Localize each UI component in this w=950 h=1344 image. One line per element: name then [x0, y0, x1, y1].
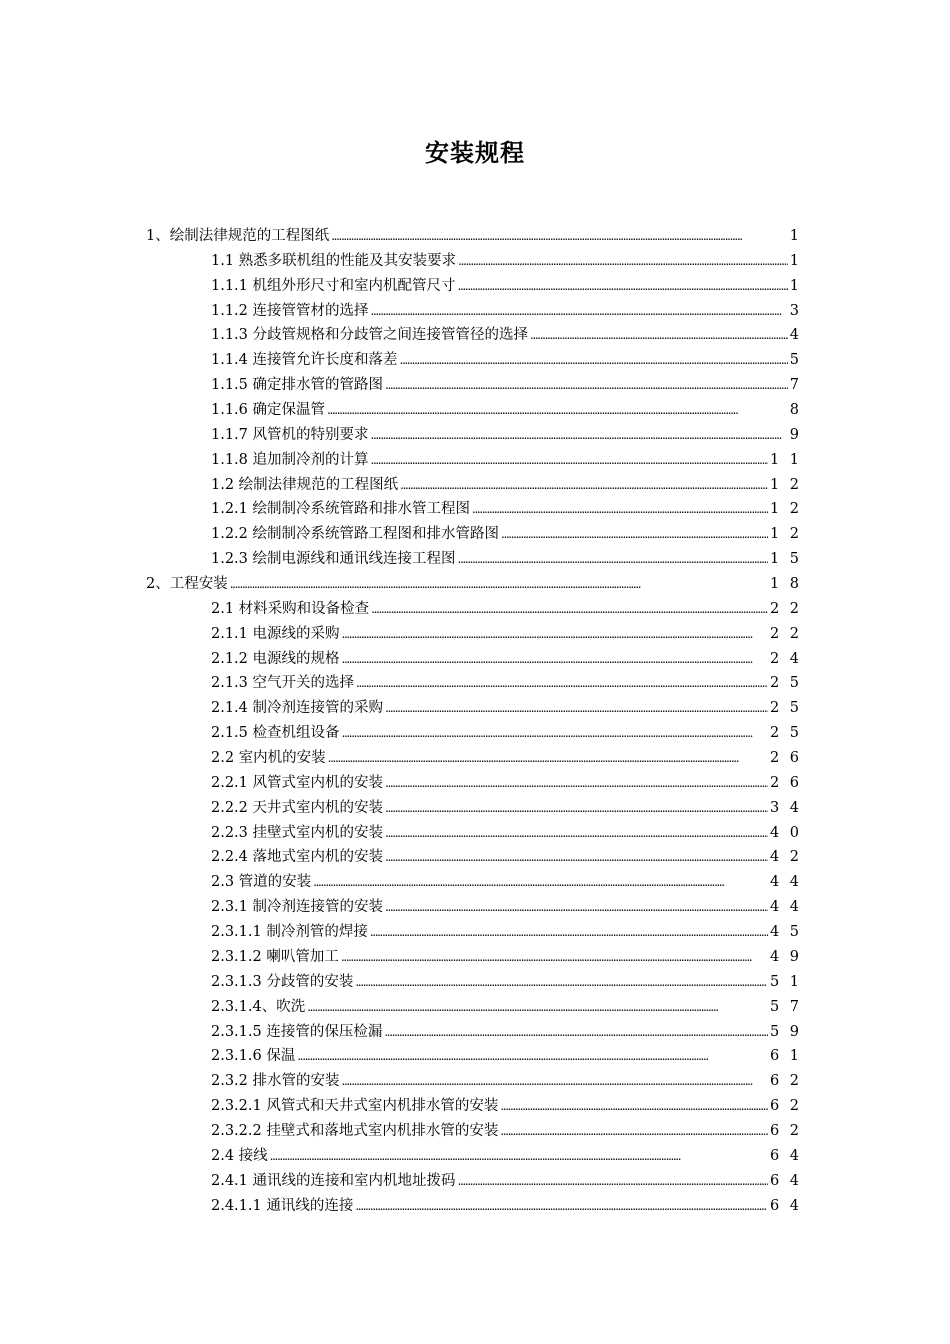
- toc-entry-title: 2.2.4 落地式室内机的安装: [211, 849, 384, 866]
- toc-dot-leader: [270, 1144, 768, 1169]
- toc-item[interactable]: [0, 1069, 950, 1094]
- toc-dot-leader: [331, 224, 788, 249]
- toc-page-number: 1 2: [769, 526, 802, 543]
- toc-dot-leader: [342, 1069, 768, 1094]
- toc-entry[interactable]: [211, 845, 802, 870]
- toc-entry-title: 2.3.1.1 制冷剂管的焊接: [211, 924, 368, 941]
- toc-item[interactable]: [0, 647, 950, 672]
- toc-page-number: 4: [789, 327, 802, 344]
- toc-item[interactable]: [0, 522, 950, 547]
- toc-dot-leader: [371, 597, 768, 622]
- toc-entry-title: 2.1.5 检查机组设备: [211, 725, 340, 742]
- toc-item[interactable]: [0, 671, 950, 696]
- toc-entry-title: 1.2.1 绘制制冷系统管路和排水管工程图: [211, 501, 471, 518]
- toc-entry-title: 2.1.1 电源线的采购: [211, 625, 340, 642]
- toc-entry[interactable]: [211, 696, 802, 721]
- toc-entry[interactable]: [211, 721, 802, 746]
- toc-entry-title: 2.3.2.2 挂壁式和落地式室内机排水管的安装: [211, 1122, 499, 1139]
- toc-dot-leader: [530, 323, 788, 348]
- toc-dot-leader: [371, 448, 768, 473]
- toc-item[interactable]: [0, 796, 950, 821]
- toc-page-number: 1: [789, 252, 802, 269]
- toc-dot-leader: [385, 373, 788, 398]
- toc-entry-title: 1.1.2 连接管管材的选择: [211, 302, 369, 319]
- toc-entry-title: 2.3.1.2 喇叭管加工: [211, 948, 339, 965]
- toc-page-number: 6 2: [769, 1122, 802, 1139]
- toc-page-number: 4 4: [769, 899, 802, 916]
- toc-page-number: 7: [789, 377, 802, 394]
- toc-item[interactable]: [0, 1144, 950, 1169]
- toc-page-number: 5 7: [769, 998, 802, 1015]
- toc-entry[interactable]: [211, 945, 802, 970]
- toc-dot-leader: [370, 920, 768, 945]
- toc-entry-title: 1.1.8 追加制冷剂的计算: [211, 451, 369, 468]
- toc-item[interactable]: [0, 895, 950, 920]
- toc-entry[interactable]: [211, 1044, 802, 1069]
- toc-entry[interactable]: [211, 473, 802, 498]
- toc-entry[interactable]: [211, 323, 802, 348]
- toc-dot-leader: [230, 572, 768, 597]
- toc-dot-leader: [341, 945, 768, 970]
- toc-entry[interactable]: [211, 821, 802, 846]
- toc-entry-title: 1.1.4 连接管允许长度和落差: [211, 352, 398, 369]
- toc-item[interactable]: [0, 870, 950, 895]
- toc-entry-title: 2.3.2 排水管的安装: [211, 1073, 340, 1090]
- toc-item[interactable]: [0, 1119, 950, 1144]
- toc-entry-title: 2.1.4 制冷剂连接管的采购: [211, 700, 384, 717]
- toc-entry-title: 1.1.5 确定排水管的管路图: [211, 377, 384, 394]
- toc-entry-title: 1、绘制法律规范的工程图纸: [146, 228, 330, 244]
- toc-page-number: 1 8: [769, 576, 802, 593]
- toc-dot-leader: [400, 473, 768, 498]
- toc-item[interactable]: [0, 547, 950, 572]
- toc-entry-title: 2.2.2 天井式室内机的安装: [211, 799, 384, 816]
- toc-entry[interactable]: [211, 970, 802, 995]
- toc-item[interactable]: [0, 448, 950, 473]
- toc-entry[interactable]: [211, 895, 802, 920]
- toc-entry[interactable]: [211, 597, 802, 622]
- toc-item[interactable]: [0, 721, 950, 746]
- toc-entry-title: 1.1.7 风管机的特别要求: [211, 426, 369, 443]
- toc-dot-leader: [297, 1044, 768, 1069]
- toc-dot-leader: [307, 995, 768, 1020]
- toc-entry-title: 2.3.1 制冷剂连接管的安装: [211, 899, 384, 916]
- toc-entry-title: 2.4 接线: [211, 1147, 268, 1164]
- toc-page-number: 8: [789, 402, 802, 419]
- toc-entry-title: 1.1.1 机组外形尺寸和室内机配管尺寸: [211, 277, 456, 294]
- toc-dot-leader: [500, 1094, 768, 1119]
- toc-entry-title: 1.1 熟悉多联机组的性能及其安装要求: [211, 252, 457, 269]
- toc-entry[interactable]: [211, 1169, 802, 1194]
- toc-page-number: 1 2: [769, 501, 802, 518]
- toc-entry[interactable]: [211, 671, 802, 696]
- toc-entry-title: 2.2 室内机的安装: [211, 750, 326, 767]
- toc-item[interactable]: [0, 821, 950, 846]
- toc-item[interactable]: [0, 473, 950, 498]
- toc-entry[interactable]: [211, 1119, 802, 1144]
- toc-item[interactable]: [0, 970, 950, 995]
- toc-dot-leader: [313, 870, 768, 895]
- toc-item[interactable]: [0, 746, 950, 771]
- toc-item[interactable]: [0, 299, 950, 324]
- toc-dot-leader: [355, 970, 768, 995]
- toc-page-number: 6 4: [769, 1172, 802, 1189]
- toc-dot-leader: [342, 721, 768, 746]
- toc-entry[interactable]: [211, 1020, 802, 1045]
- toc-dot-leader: [400, 348, 788, 373]
- toc-item[interactable]: [0, 622, 950, 647]
- toc-entry[interactable]: [211, 1094, 802, 1119]
- toc-dot-leader: [385, 895, 768, 920]
- toc-item[interactable]: [0, 398, 950, 423]
- toc-dot-leader: [472, 497, 768, 522]
- toc-entry-title: 2.3.1.5 连接管的保压检漏: [211, 1023, 383, 1040]
- toc-item[interactable]: [0, 1194, 950, 1219]
- toc-entry[interactable]: [211, 771, 802, 796]
- toc-item[interactable]: [0, 373, 950, 398]
- toc-page-number: 6 2: [769, 1098, 802, 1115]
- toc-page-number: 5 9: [769, 1023, 802, 1040]
- toc-entry[interactable]: [146, 224, 802, 249]
- toc-entry[interactable]: [211, 522, 802, 547]
- toc-item[interactable]: [0, 497, 950, 522]
- toc-entry[interactable]: [211, 870, 802, 895]
- toc-entry[interactable]: [211, 920, 802, 945]
- toc-entry[interactable]: [211, 373, 802, 398]
- toc-page-number: 1 1: [769, 451, 802, 468]
- toc-entry-title: 2、工程安装: [146, 576, 228, 593]
- toc-item[interactable]: [0, 224, 950, 249]
- toc-page-number: 6 4: [769, 1147, 802, 1164]
- toc-entry-title: 2.3.2.1 风管式和天井式室内机排水管的安装: [211, 1098, 499, 1115]
- toc-page-number: 1: [789, 277, 802, 294]
- toc-entry[interactable]: [211, 249, 802, 274]
- toc-entry-title: 2.2.3 挂壁式室内机的安装: [211, 824, 384, 841]
- toc-dot-leader: [385, 771, 768, 796]
- toc-dot-leader: [385, 696, 768, 721]
- toc-dot-leader: [385, 796, 768, 821]
- toc-entry-title: 2.3 管道的安装: [211, 874, 312, 891]
- toc-page-number: 6 1: [769, 1048, 802, 1065]
- toc-entry[interactable]: [211, 622, 802, 647]
- toc-item[interactable]: [0, 572, 950, 597]
- toc-entry-title: 2.3.1.4、吹洗: [211, 998, 306, 1015]
- toc-entry[interactable]: [211, 497, 802, 522]
- page-title: 安装规程: [425, 138, 525, 167]
- toc-entry-title: 2.4.1.1 通讯线的连接: [211, 1197, 354, 1214]
- toc-page-number: 2 6: [769, 750, 802, 767]
- toc-entry[interactable]: [211, 448, 802, 473]
- toc-item[interactable]: [0, 423, 950, 448]
- toc-item[interactable]: [0, 920, 950, 945]
- toc-dot-leader: [384, 1020, 768, 1045]
- toc-item[interactable]: [0, 696, 950, 721]
- toc-entry-title: 2.3.1.6 保温: [211, 1048, 296, 1065]
- toc-page-number: 6 2: [769, 1073, 802, 1090]
- toc-page-number: 9: [789, 426, 802, 443]
- toc-page-number: 4 4: [769, 874, 802, 891]
- toc-item[interactable]: [0, 945, 950, 970]
- toc-item[interactable]: [0, 1044, 950, 1069]
- toc-entry-title: 1.2 绘制法律规范的工程图纸: [211, 476, 399, 493]
- toc-page-number: 4 9: [769, 948, 802, 965]
- toc-page-number: 1 5: [769, 551, 802, 568]
- toc-entry[interactable]: [211, 274, 802, 299]
- toc-dot-leader: [458, 547, 768, 572]
- toc-entry-title: 1.1.3 分歧管规格和分歧管之间连接管管径的选择: [211, 327, 529, 344]
- toc-entry[interactable]: [211, 423, 802, 448]
- toc-entry[interactable]: [211, 1144, 802, 1169]
- toc-entry[interactable]: [211, 348, 802, 373]
- toc-dot-leader: [356, 671, 768, 696]
- toc-entry[interactable]: [211, 398, 802, 423]
- toc-dot-leader: [385, 845, 768, 870]
- toc-dot-leader: [501, 522, 768, 547]
- toc-dot-leader: [458, 274, 788, 299]
- toc-dot-leader: [458, 1169, 768, 1194]
- toc-entry[interactable]: [211, 547, 802, 572]
- toc-entry-title: 1.2.3 绘制电源线和通讯线连接工程图: [211, 551, 456, 568]
- toc-item[interactable]: [0, 1020, 950, 1045]
- toc-entry-title: 2.1.3 空气开关的选择: [211, 675, 355, 692]
- toc-dot-leader: [355, 1194, 768, 1219]
- toc-entry[interactable]: [211, 1069, 802, 1094]
- toc-page-number: 2 5: [769, 725, 802, 742]
- toc-page-number: 6 4: [769, 1197, 802, 1214]
- toc-page-number: 2 2: [769, 600, 802, 617]
- toc-entry-title: 1.1.6 确定保温管: [211, 402, 326, 419]
- toc-page-number: 3: [789, 302, 802, 319]
- toc-entry[interactable]: [211, 796, 802, 821]
- toc-dot-leader: [458, 249, 788, 274]
- toc-entry[interactable]: [211, 1194, 802, 1219]
- toc-page-number: 5: [789, 352, 802, 369]
- toc-dot-leader: [371, 299, 788, 324]
- toc-item[interactable]: [0, 771, 950, 796]
- toc-page-number: 3 4: [769, 799, 802, 816]
- toc-entry-title: 2.4.1 通讯线的连接和室内机地址拨码: [211, 1172, 456, 1189]
- toc-page-number: 4 0: [769, 824, 802, 841]
- toc-item[interactable]: [0, 995, 950, 1020]
- toc-page-number: 4 2: [769, 849, 802, 866]
- toc-entry-title: 2.1.2 电源线的规格: [211, 650, 340, 667]
- toc-dot-leader: [342, 647, 768, 672]
- toc-entry-title: 1.2.2 绘制制冷系统管路工程图和排水管路图: [211, 526, 500, 543]
- toc-item[interactable]: [0, 348, 950, 373]
- toc-page-number: 2 2: [769, 625, 802, 642]
- toc-dot-leader: [371, 423, 788, 448]
- toc-entry-title: 2.3.1.3 分歧管的安装: [211, 973, 354, 990]
- table-of-contents: [0, 224, 950, 1218]
- toc-page-number: 2 4: [769, 650, 802, 667]
- toc-item[interactable]: [0, 323, 950, 348]
- toc-page-number: 5 1: [769, 973, 802, 990]
- toc-dot-leader: [385, 821, 768, 846]
- toc-item[interactable]: [0, 1094, 950, 1119]
- toc-item[interactable]: [0, 845, 950, 870]
- toc-page-number: 2 5: [769, 675, 802, 692]
- toc-dot-leader: [342, 622, 768, 647]
- toc-page-number: 4 5: [769, 924, 802, 941]
- toc-page-number: 1 2: [769, 476, 802, 493]
- toc-dot-leader: [328, 746, 768, 771]
- toc-item[interactable]: [0, 249, 950, 274]
- toc-page-number: 1: [789, 228, 802, 244]
- toc-entry-title: 2.2.1 风管式室内机的安装: [211, 774, 384, 791]
- toc-page-number: 2 5: [769, 700, 802, 717]
- toc-entry[interactable]: [211, 746, 802, 771]
- toc-entry[interactable]: [211, 995, 802, 1020]
- toc-entry[interactable]: [211, 299, 802, 324]
- toc-dot-leader: [327, 398, 788, 423]
- toc-item[interactable]: [0, 274, 950, 299]
- toc-entry-title: 2.1 材料采购和设备检查: [211, 600, 370, 617]
- toc-item[interactable]: [0, 1169, 950, 1194]
- toc-item[interactable]: [0, 597, 950, 622]
- toc-dot-leader: [500, 1119, 768, 1144]
- toc-entry[interactable]: [146, 572, 802, 597]
- toc-page-number: 2 6: [769, 774, 802, 791]
- toc-entry[interactable]: [211, 647, 802, 672]
